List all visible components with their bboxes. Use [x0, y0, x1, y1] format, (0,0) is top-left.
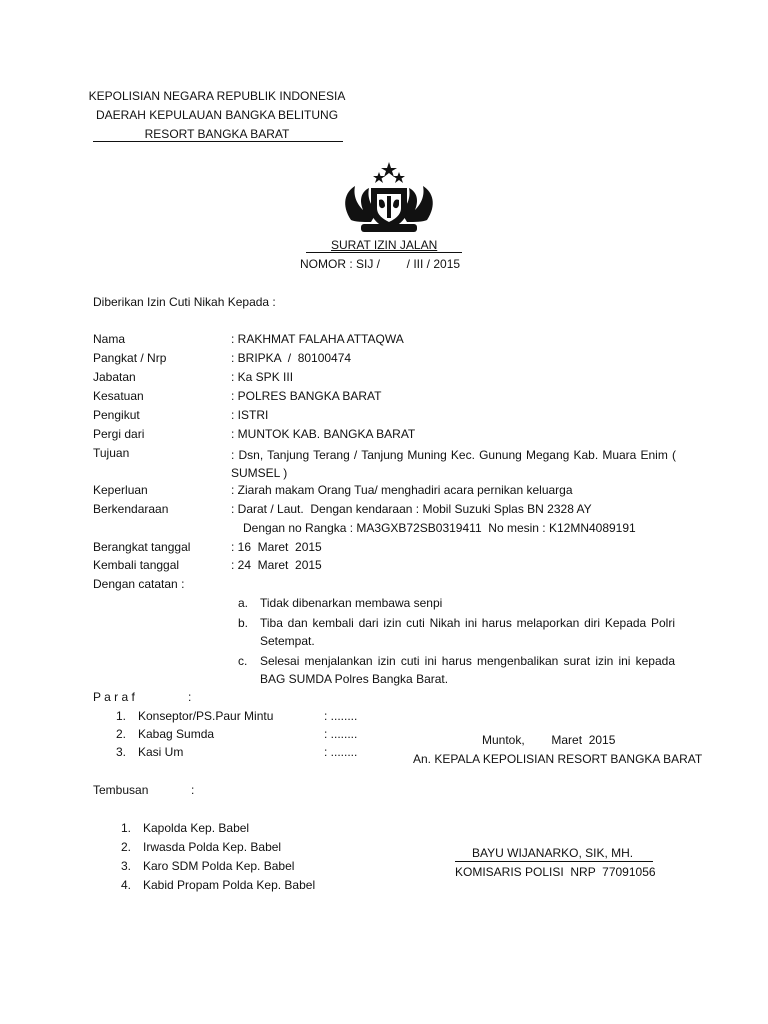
document-title: SURAT IZIN JALAN	[331, 238, 438, 252]
field-value: : MUNTOK KAB. BANGKA BARAT	[231, 427, 416, 441]
field-pergi-dari	[93, 427, 683, 445]
field-label: Nama	[93, 332, 126, 346]
signatory-rank: KOMISARIS POLISI NRP 77091056	[455, 865, 656, 879]
paraf-sign-line: : ........	[324, 727, 358, 741]
field-kesatuan	[93, 389, 683, 407]
field-label: Pangkat / Nrp	[93, 351, 167, 365]
field-value: : ISTRI	[231, 408, 269, 422]
tembusan-text: Irwasda Polda Kep. Babel	[143, 840, 282, 854]
field-value: : BRIPKA / 80100474	[231, 351, 352, 365]
catatan-marker: c.	[238, 654, 248, 668]
tembusan-item	[121, 878, 341, 896]
field-jabatan	[93, 370, 683, 388]
paraf-sign-line: : ........	[324, 709, 358, 723]
field-value: : Ziarah makam Orang Tua/ menghadiri acara pernikan keluarga	[231, 483, 573, 497]
field-value-line-2: Dengan no Rangka : MA3GXB72SB0319411 No mesin : K12MN4089191	[243, 521, 636, 535]
field-label: Jabatan	[93, 370, 136, 384]
field-label: Kembali tanggal	[93, 558, 180, 572]
paraf-num: 3.	[116, 745, 127, 759]
tembusan-item	[121, 821, 341, 839]
field-value: : Dsn, Tanjung Terang / Tanjung Muning Kec. Gunung Megang Kab. Muara Enim ( SUMSEL )	[231, 448, 676, 480]
on-behalf: An. KEPALA KEPOLISIAN RESORT BANGKA BARAT	[413, 752, 703, 766]
paraf-num: 2.	[116, 727, 127, 741]
field-berkendaraan	[93, 502, 683, 540]
tembusan-num: 2.	[121, 840, 132, 854]
catatan-text: Tiba dan kembali dari izin cuti Nikah ini harus melaporkan diri Kepada Polri Setempat.	[260, 616, 675, 648]
paraf-label: P a r a f	[93, 690, 135, 704]
paraf-colon: :	[188, 690, 192, 704]
tembusan-num: 4.	[121, 878, 132, 892]
tembusan-text: Kabid Propam Polda Kep. Babel	[143, 878, 316, 892]
letterhead-underline	[93, 141, 343, 142]
field-label: Berkendaraan	[93, 502, 169, 516]
catatan-item	[238, 652, 675, 688]
field-value: : POLRES BANGKA BARAT	[231, 389, 382, 403]
letterhead-line-2: DAERAH KEPULAUAN BANGKA BELITUNG	[95, 108, 339, 122]
field-pangkat	[93, 351, 683, 369]
tembusan-text: Kapolda Kep. Babel	[143, 821, 250, 835]
paraf-item	[116, 727, 376, 745]
paraf-num: 1.	[116, 709, 127, 723]
field-kembali	[93, 558, 683, 576]
tembusan-num: 3.	[121, 859, 132, 873]
tembusan-colon: :	[191, 783, 195, 797]
field-label: Pengikut	[93, 408, 140, 422]
paraf-sign-line: : ........	[324, 745, 358, 759]
field-label: Pergi dari	[93, 427, 145, 441]
tembusan-label: Tembusan	[93, 783, 149, 797]
paraf-text: Kabag Sumda	[138, 727, 215, 741]
catatan-marker: b.	[238, 616, 249, 630]
field-value: : 16 Maret 2015	[231, 540, 322, 554]
field-value: : 24 Maret 2015	[231, 558, 322, 572]
field-tujuan	[93, 446, 683, 484]
catatan-label: Dengan catatan :	[93, 577, 185, 591]
field-value: : RAKHMAT FALAHA ATTAQWA	[231, 332, 404, 346]
intro-text: Diberikan Izin Cuti Nikah Kepada :	[93, 295, 276, 309]
signatory-name: BAYU WIJANARKO, SIK, MH.	[472, 846, 634, 860]
title-rule	[306, 252, 462, 253]
catatan-item	[238, 596, 675, 614]
signature-rule	[455, 861, 653, 862]
polri-emblem-icon	[341, 160, 437, 236]
field-value: : Ka SPK III	[231, 370, 294, 384]
field-label: Tujuan	[93, 446, 130, 460]
field-label: Kesatuan	[93, 389, 144, 403]
field-pengikut	[93, 408, 683, 426]
tembusan-text: Karo SDM Polda Kep. Babel	[143, 859, 295, 873]
paraf-item	[116, 709, 376, 727]
catatan-text: Selesai menjalankan izin cuti ini harus mengenbalikan surat izin ini kepada BAG SUMDA Polres Bangka Barat.	[260, 654, 675, 686]
field-keperluan	[93, 483, 683, 501]
field-value: : Darat / Laut. Dengan kendaraan : Mobil Suzuki Splas BN 2328 AY	[231, 502, 592, 516]
document-number: NOMOR : SIJ / / III / 2015	[300, 257, 461, 271]
tembusan-item	[121, 859, 341, 877]
paraf-item	[116, 745, 376, 763]
tembusan-item	[121, 840, 341, 858]
tembusan-num: 1.	[121, 821, 132, 835]
field-label: Keperluan	[93, 483, 148, 497]
letterhead-line-1: KEPOLISIAN NEGARA REPUBLIK INDONESIA	[88, 89, 346, 103]
letterhead-line-3: RESORT BANGKA BARAT	[144, 127, 290, 141]
catatan-text: Tidak dibenarkan membawa senpi	[260, 596, 443, 610]
field-nama	[93, 332, 683, 350]
field-berangkat	[93, 540, 683, 558]
catatan-item	[238, 614, 675, 650]
paraf-text: Kasi Um	[138, 745, 184, 759]
place-date: Muntok, Maret 2015	[482, 733, 616, 747]
field-label: Berangkat tanggal	[93, 540, 191, 554]
paraf-text: Konseptor/PS.Paur Mintu	[138, 709, 274, 723]
catatan-marker: a.	[238, 596, 249, 610]
